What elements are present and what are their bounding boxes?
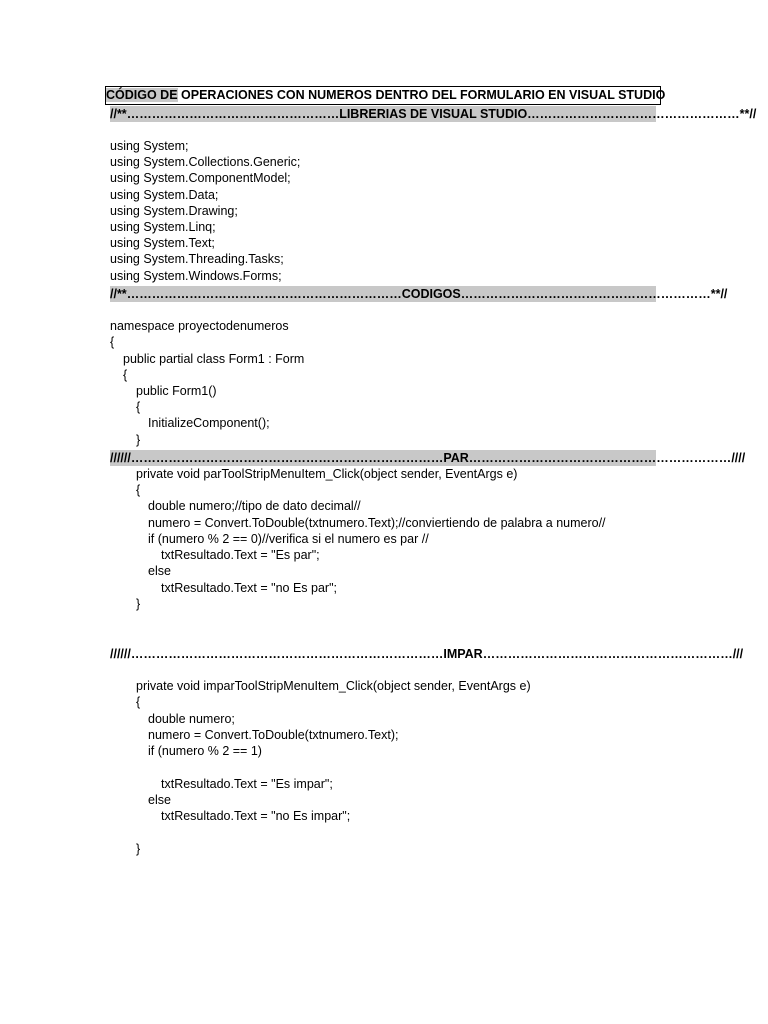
code-line: using System.Drawing; xyxy=(110,204,238,218)
code-line: if (numero % 2 == 0)//verifica si el numero es par // xyxy=(148,532,429,546)
banner-middle: ……………………………………………LIBRERIAS DE VISUAL STUDIO…………………………………………… xyxy=(126,107,740,121)
code-line: { xyxy=(136,400,141,414)
title-highlight: CÓDIGO DE xyxy=(106,88,178,102)
code-line: { xyxy=(123,368,128,382)
code-line: txtResultado.Text = "Es par"; xyxy=(161,548,320,562)
code-line: else xyxy=(148,793,171,807)
code-line: private void imparToolStripMenuItem_Click(object sender, EventArgs e) xyxy=(136,679,531,693)
code-line: double numero; xyxy=(148,712,235,726)
banner-librerias xyxy=(110,106,757,122)
code-line: public partial class Form1 : Form xyxy=(123,352,305,366)
banner-codigos xyxy=(110,286,728,302)
code-line: if (numero % 2 == 1) xyxy=(148,744,262,758)
code-line: numero = Convert.ToDouble(txtnumero.Text);//conviertiendo de palabra a numero// xyxy=(148,516,606,530)
banner-middle: …………………………………………………………………IMPAR…………………………………………………… xyxy=(130,647,733,661)
code-line: using System.Windows.Forms; xyxy=(110,269,282,283)
banner-right: /// xyxy=(732,647,744,661)
code-line: txtResultado.Text = "no Es impar"; xyxy=(161,809,351,823)
code-line: using System.Collections.Generic; xyxy=(110,155,301,169)
code-line: else xyxy=(148,564,171,578)
banner-par xyxy=(110,450,746,466)
code-line: } xyxy=(136,842,141,856)
code-line: public Form1() xyxy=(136,384,217,398)
banner-right: **// xyxy=(710,287,728,301)
code-line: } xyxy=(136,433,141,447)
banner-middle: …………………………………………………………………PAR……………………………………………………… xyxy=(130,451,732,465)
code-line: namespace proyectodenumeros xyxy=(110,319,289,333)
code-line: } xyxy=(136,597,141,611)
banner-left: //** xyxy=(110,107,127,121)
code-line: using System; xyxy=(110,139,189,153)
code-line: txtResultado.Text = "no Es par"; xyxy=(161,581,337,595)
code-line: { xyxy=(136,695,141,709)
code-line: InitializeComponent(); xyxy=(148,416,270,430)
banner-middle: …………………………………………………………CODIGOS…………………………………………………… xyxy=(126,287,711,301)
title-rest: OPERACIONES CON NUMEROS DENTRO DEL FORMULARIO EN VISUAL STUDIO xyxy=(177,88,666,102)
banner-right: //// xyxy=(731,451,746,465)
code-line: txtResultado.Text = "Es impar"; xyxy=(161,777,333,791)
code-line: numero = Convert.ToDouble(txtnumero.Text); xyxy=(148,728,399,742)
banner-left: ////// xyxy=(110,451,131,465)
banner-left: ////// xyxy=(110,647,131,661)
banner-right: **// xyxy=(739,107,757,121)
banner-impar xyxy=(110,646,744,662)
code-line: private void parToolStripMenuItem_Click(object sender, EventArgs e) xyxy=(136,467,518,481)
document-title xyxy=(105,86,666,105)
code-line: double numero;//tipo de dato decimal// xyxy=(148,499,361,513)
code-line: { xyxy=(110,335,115,349)
code-line: using System.Text; xyxy=(110,236,215,250)
banner-left: //** xyxy=(110,287,127,301)
code-line: using System.Data; xyxy=(110,188,219,202)
code-line: using System.Linq; xyxy=(110,220,216,234)
code-line: { xyxy=(136,483,141,497)
code-line: using System.ComponentModel; xyxy=(110,171,291,185)
code-line: using System.Threading.Tasks; xyxy=(110,252,284,266)
